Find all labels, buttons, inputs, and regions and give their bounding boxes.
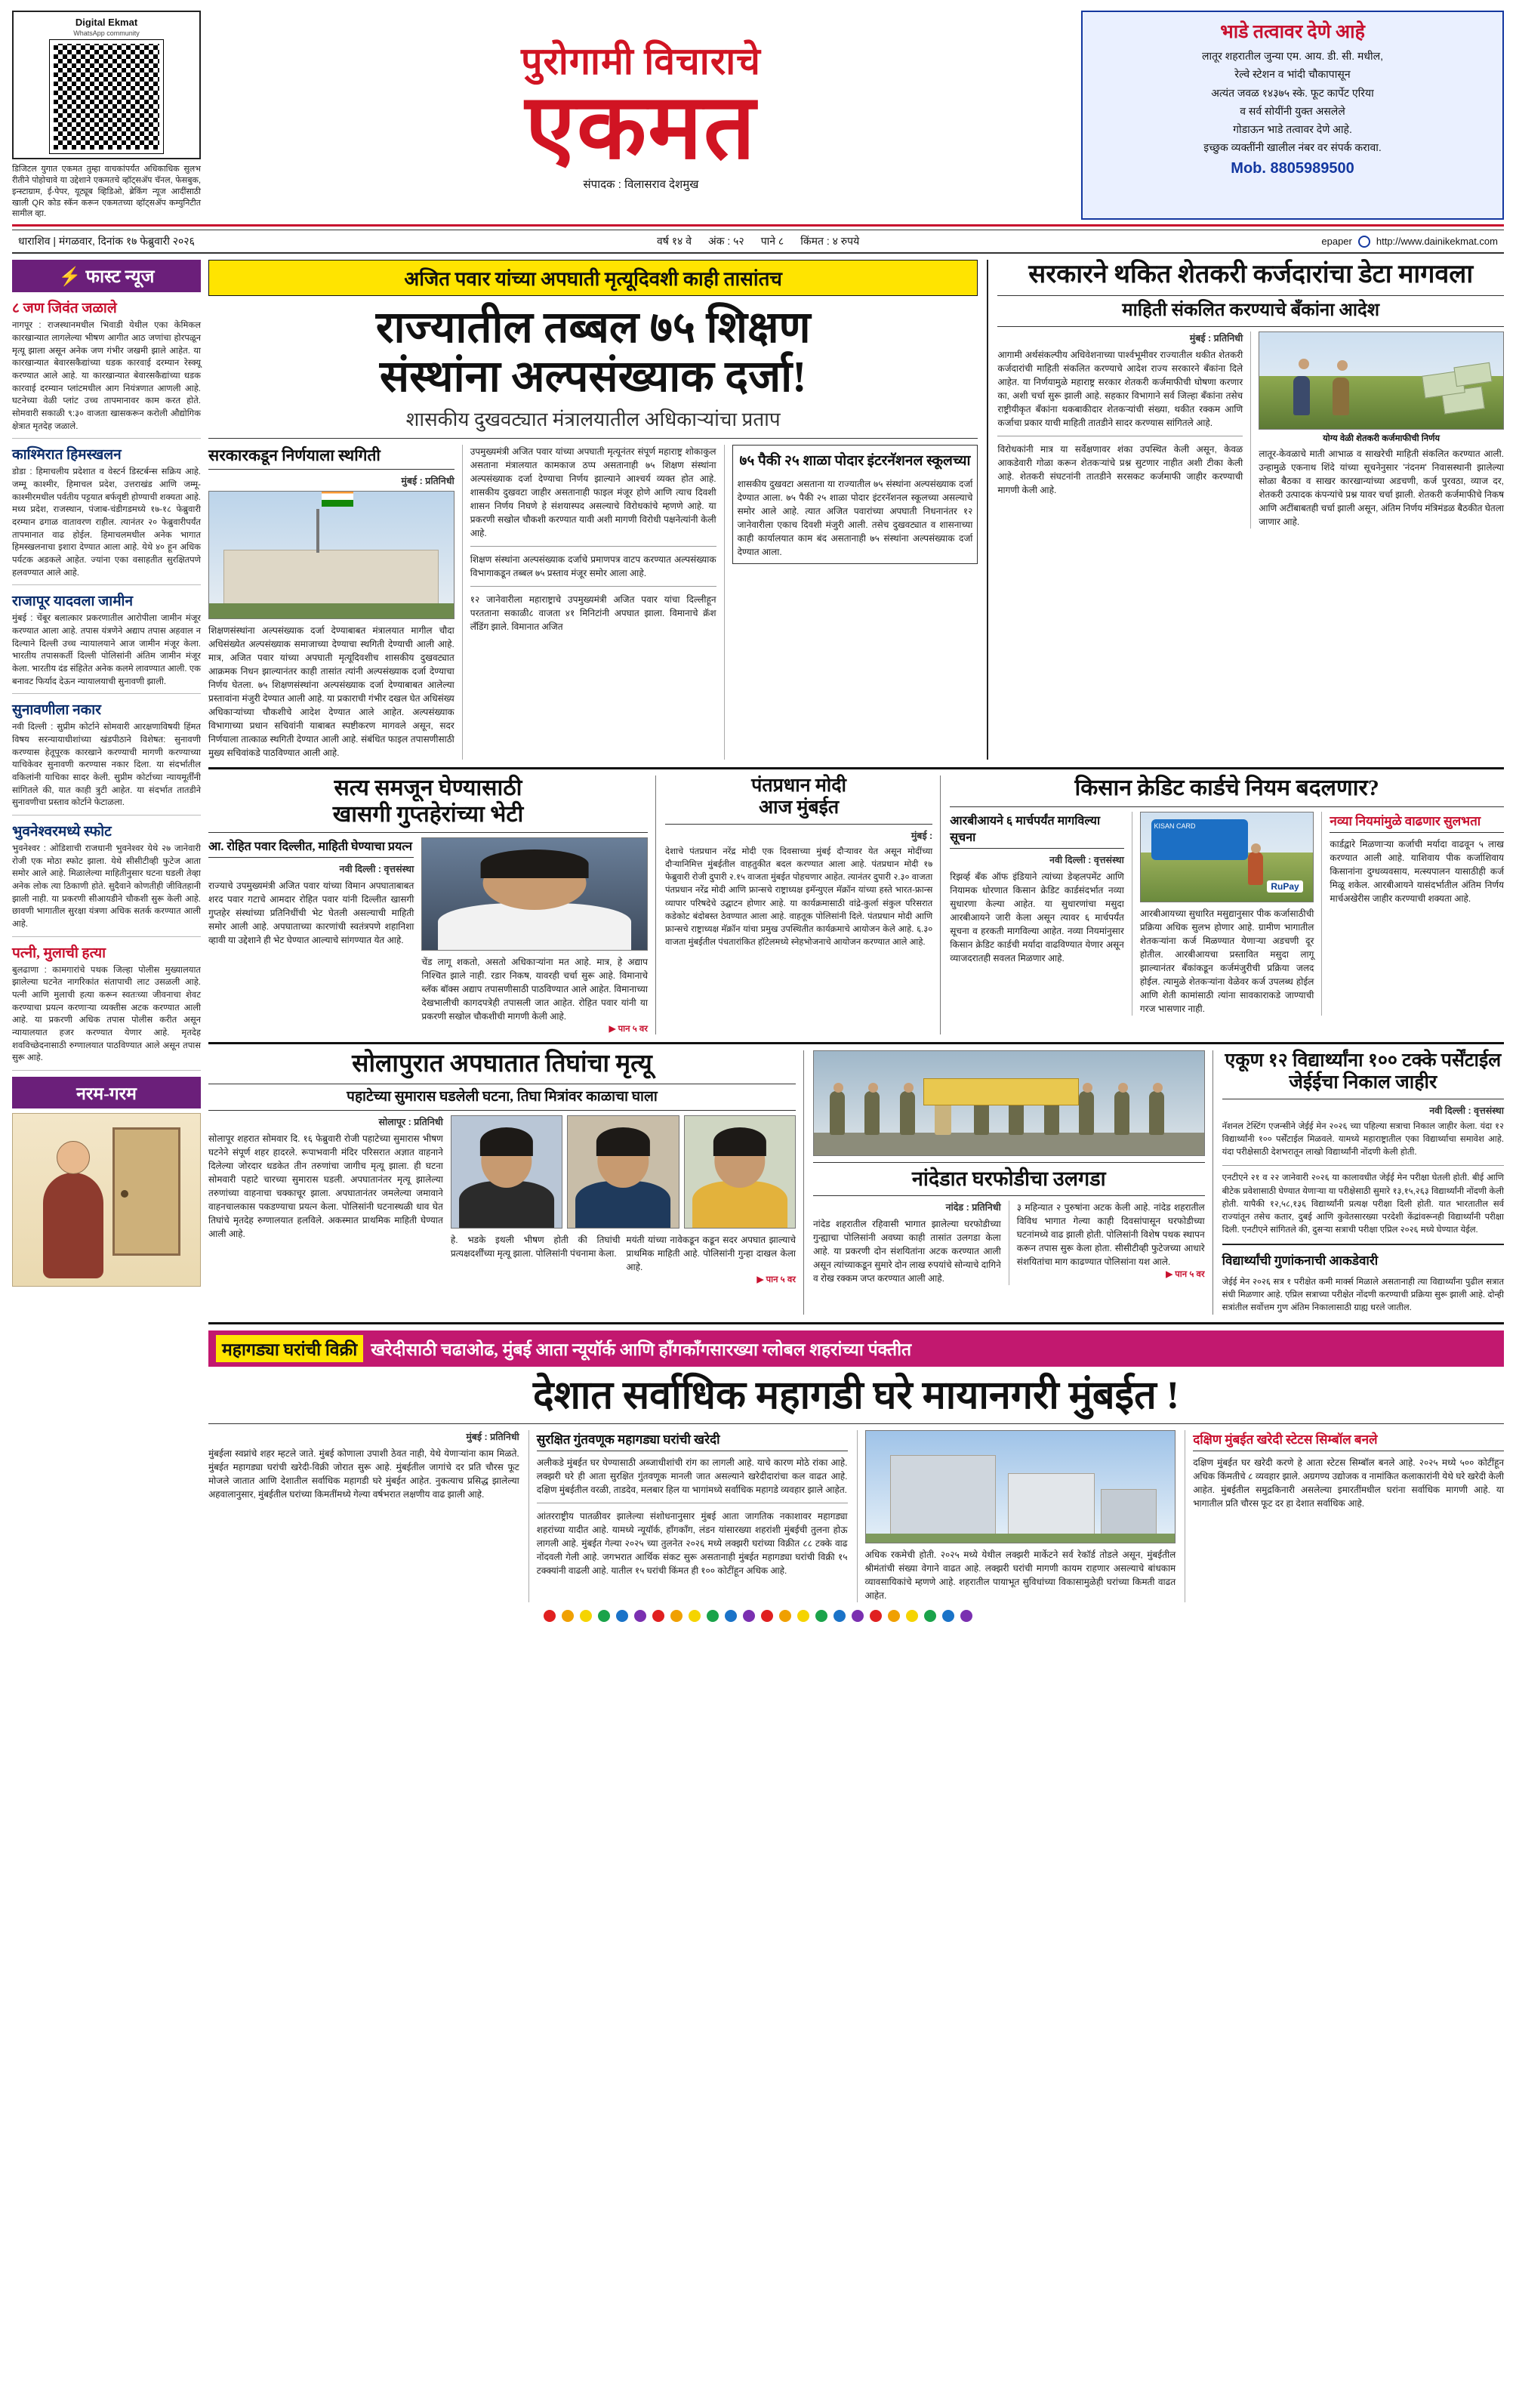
lead-headline-line1: राज्यातील तब्बल ७५ शिक्षण [375,303,811,353]
dot [616,1610,628,1622]
mid-row [208,775,1504,1034]
mid-c1-sub: आ. रोहित पवार दिल्लीत, माहिती घेण्याचा प्रयत्न [208,837,414,858]
lead-kicker: अजित पवार यांच्या अपघाती मृत्यूदिवशी काही तासांतच [208,260,978,296]
kcc-card-text: KISAN CARD [1154,822,1196,831]
lead-col1-byline: मुंबई : प्रतिनिधी [401,476,454,487]
bottom-c3: अधिक रकमेची होती. २०२५ मध्ये येथील लक्झरी मार्केटने सर्व रेकॉर्ड तोडले असून, मुंबईतील श्रीमंतांची संख्या वेगाने वाढत आहे. लक्झरी घरांची मागणी कायम राहणार असल्याचे बांधकाम व्यावसायिकांचे म्हणणे आहे. शहरातील पायाभूत सुविधांच्या विकासामुळेही घरांच्या किमती वाढत आहेत. [864,1549,1176,1601]
mid-c3-sub2: नव्या नियमांमुळे वाढणार सुलभता [1330,812,1504,833]
row-three [208,1050,1504,1315]
bottom-story-mumbai-homes [208,1330,1504,1602]
photo-kisan-credit-card [1140,812,1314,902]
row3-c1-body: सोलापूर शहरात सोमवार दि. १६ फेब्रुवारी रोजी पहाटेच्या सुमारास भीषण घटनेने संपूर्ण शहर हादरले. रूपाभवानी मंदिर परिसरात अज्ञात वाहनाने दिलेल्या जोरदार धडकेत तीन तरुणांचा जागीच मृत्यू झाला. ही घटना सोमवारी पहाटे चारच्या सुमारास घडली. अपघातानंतर मृत्यू झालेल्या तरुणांच्या वाहनाचा चक्काचूर झाला. अपघातानंतर जमलेल्या जमावाने वाहनचालकास पकडण्याचा प्रयत्न केला. पोलिसांनी घटनास्थळी धाव घेत तिघांचे मृतदेह रुग्णालयात हलविले. अकस्मात प्राथमिक माहिती घेण्यात आली आहे. [208,1133,443,1239]
lead-story [208,260,988,760]
dot [544,1610,556,1622]
ad-phone[interactable]: Mob. 8805989500 [1231,159,1354,177]
fast-news-body: नवी दिल्ली : सुप्रीम कोर्टाने सोमवारी आरक्षणाविषयी हिंमत विषय सरन्यायाधीशांच्या खंडपीठाने विशेषत: सुनावणी करण्यास हेतूपूरक कारखाने करण्याची मागणी करण्याच्या याचिकेवर सुनावणी करण्यास नकार दिला. या संदर्भातील वकिलांनी याचिका सादर केली. सुप्रीम कोर्टाच्या न्यायमूर्तींनी सांगितले की, यात काही त्रुटी आहेत. या संदर्भात तातडीने सुनावणीचा प्रस्ताव कोर्टाने फेटाळला. [12,723,201,808]
dot [942,1610,954,1622]
mid-c2-byline: मुंबई : [911,830,933,841]
mid-story-rohit-pawar [208,775,656,1034]
list-item[interactable] [12,937,201,1071]
bottom-strip-text: खरेदीसाठी चढाओढ, मुंबई आता न्यूयॉर्क आणि हॉंगकॉंगसारख्या ग्लोबल शहरांच्या पंक्तीत [371,1340,912,1360]
globe-icon [1358,236,1370,248]
lead-box-story [732,445,978,564]
lead-col2-body2: शिक्षण संस्थांना अल्पसंख्याक दर्जाचे प्रमाणपत्र वाटप करण्यात अल्पसंख्याक विभागाकडून तब्बल ७५ प्रस्ताव मंजूर समोर आला आहे. [470,554,716,579]
right-top-col2 [1250,331,1504,529]
list-item[interactable] [12,585,201,694]
masthead-editor: संपादक : विलासराव देशमुख [583,177,699,191]
photo-victim-1 [451,1115,562,1229]
dot [888,1610,900,1622]
continued-link[interactable]: ▶ पान ५ वर [609,1025,648,1034]
lead-col1-head: सरकारकडून निर्णयाला स्थगिती [208,445,454,470]
bottom-c1: मुंबईला स्वप्नांचे शहर म्हटले जाते. मुंबई कोणाला उपाशी ठेवत नाही, येथे येणाऱ्यांना काम मिळते. मुंबईत महागड्या घरांची खरेदी-विक्री जोरात सुरू आहे. मुंबईतील जागांचे दर प्रति चौरस फूट मोजले जातात आणि देशातील सर्वाधिक महागडी घरे मुंबईत आहेत. नुकत्याच प्रसिद्ध झालेल्या अहवालानुसार, मुंबईतील घरांच्या किमतींमध्ये गेल्या वर्षभरात लक्षणीय वाढ झाली आहे. [208,1448,519,1500]
qr-label: Digital Ekmat [75,17,138,28]
issue-date: धाराशिव | मंगळवार, दिनांक १७ फेब्रुवारी २०२६ [18,235,195,248]
bottom-col-4 [1185,1430,1504,1602]
story-nanded-burglary [813,1050,1213,1315]
dot [562,1610,574,1622]
dot [797,1610,809,1622]
lead-col1-body: शिक्षणसंस्थांना अल्पसंख्याक दर्जा देण्याबाबत मंत्रालयात मागील चौदा अधिसंख्येत अल्पसंख्याक समाजाच्या देण्याचा स्थगिती देण्याची आली आहे. मात्र, अजित पवार यांच्या अपघाती मृत्यूदिवशीच शासकीय दुखवट्यात आक्रमक निधन झाल्यानंतर काही तासांत त्यांनी अल्पसंख्याक दर्जा देण्याचा निर्णय घेतला. ७५ शिक्षणसंस्थांना अल्पसंख्याक दर्जा देण्याबाबत आलेल्या प्रस्तावांना मंजुरी देण्यात आली आहे. या प्रकाराची गंभीर दखल घेत अधिसंख्य अधिकाऱ्यांच्या चौकशीचे आदेश देण्यात आले आहेत. अल्पसंख्याक विभागाच्या प्रधान सचिवांनी याबाबत स्पष्टीकरण मागवले असून, सदर निर्णयाला तात्काळ स्थगिती देण्यात आली आहे. संबंधित फाइल तपासणीसाठी मुख्य सचिवांकडे पाठविण्यात आली आहे. [208,625,454,759]
ad-line-5: इच्छुक व्यक्तींनी खालील नंबर वर संपर्क करावा. [1203,141,1382,154]
masthead-title: एकमत [525,76,757,177]
right-top-col1 [997,331,1243,529]
ad-line-3: व सर्व सोयींनी युक्त असलेले [1240,104,1345,117]
right-top-subhead: माहिती संकलित करण्याचे बँकांना आदेश [1122,301,1380,321]
dot [815,1610,827,1622]
mid-c3-head: किसान क्रेडिट कार्डचे नियम बदलणार? [1074,775,1379,801]
row3-c1-caption-1: हे. भडके इथली भीषण होती की तिघांची प्रत्यक्षदर्शींच्या मृत्यू झाला. पोलिसांनी पंचनामा केला. [450,1234,621,1259]
issue-price: किंमत : ४ रुपये [800,235,860,248]
right-top-byline: मुंबई : प्रतिनिधी [1189,332,1243,344]
dot [580,1610,592,1622]
right-top-body2: विरोधकांनी मात्र या सर्वेक्षणावर शंका उपस्थित केली असून, केवळ आकडेवारी गोळा करून शेतकऱ्यांचे प्रश्न सुटणार नाहीत अशी टीका केली आहे. शेतकरी संघटनांनी तातडीने सरसकट कर्जमाफी जाहीर करण्याची मागणी केली आहे. [997,443,1243,495]
row3-c4-body: जेईई मेन २०२६ सत्र १ परीक्षेत कमी मार्क्स मिळाले असतानाही त्या विद्यार्थ्यांना पुढील सत्रात संधी मिळणार आहे. एप्रिल सत्राच्या परीक्षेत नोंदणी करण्याची प्रक्रिया सुरू झाली आहे. दोन्ही सत्रांतील सर्वोत्तम गुण अंतिम निकालासाठी ग्राह्य धरले जातील. [1222,1277,1505,1313]
qr-caption: डिजिटल युगात एकमत तुम्हा वाचकांपर्यंत अधिकाधिक सुलभ रीतीने पोहोचावे या उद्देशाने एकमतचे व्हॉट्सॲप चॅनल, फेसबुक, इन्स्टाग्राम, ई-पेपर, यूट्यूब व्हिडिओ, ब्रेकिंग न्यूज आदींसाठी खाली QR कोड स्कॅन करून एकमतच्या व्हॉट्सॲप कम्युनिटीत सामील व्हा. [12,165,201,219]
dot [833,1610,846,1622]
fast-news-body: मुंबई : चेंबूर बलात्कार प्रकरणातील आरोपीला जामीन मंजूर करण्यात आला आहे. तपास यंत्रणेने अद्याप तपास अहवाल न दिल्याने दिल्ली उच्च न्यायालयाने आज जामीन मंजूर केला. भारतीय तपासकर्ती दिल्ली पोलिसांनी अंतिम जामीन मंजूर केला. भारतीय दंड संहितेत अनेक कलमे लावण्यात आली. एक बनावट फिर्याद देऊन न्यायालयाची सुनावणी झाली. [12,614,201,686]
row3-c1-head: सोलापुरात अपघातात तिघांचा मृत्यू [352,1050,652,1078]
bolt-icon: ⚡ [58,267,82,288]
story-jee-result [1222,1050,1504,1315]
photo-victim-3 [684,1115,796,1229]
lead-col-2 [462,445,716,760]
row3-c4-head: विद्यार्थ्यांची गुणांकनाची आकडेवारी [1222,1253,1379,1268]
dot [779,1610,791,1622]
qr-box[interactable] [12,11,201,159]
mid-c3-body3: कार्डद्वारे मिळणाऱ्या कर्जाची मर्यादा वाढवून ५ लाख करण्यात आली आहे. याशिवाय पीक कर्जाशिवाय किसानांना दुग्धव्यवसाय, मत्स्यपालन यासाठीही कर्ज मिळू शकेल. आरबीआयने यासंदर्भातील अंतिम निर्णय मार्चअखेरीस जाहीर करण्याची शक्यता आहे. [1330,838,1504,904]
continued-link[interactable]: ▶ पान ५ वर [756,1275,796,1284]
qr-sublabel: WhatsApp community [73,29,140,37]
mid-c2-body: देशाचे पंतप्रधान नरेंद्र मोदी एक दिवसाच्या मुंबई दौऱ्यावर येत असून मोदींच्या दौऱ्यानिमित्त मुंबईतील वाहतुकीत बदल करण्यात आला आहे. पंतप्रधान मोदी १७ फेब्रुवारी रोजी दुपारी २.१५ वाजता मुंबईत पोहचणार आहेत. त्यानंतर दुपारी २.३० वाजता पंतप्रधान नरेंद्र मोदी आणि फ्रान्सचे राष्ट्राध्यक्ष इमॅन्युएल मॅक्रॉन यांच्या हस्ते भारत-फ्रान्स व्यापार परिषदेचे उद्घाटन होणार आहे. या कार्यक्रमासाठी वांद्रे-कुर्ला संकुल परिसरात कडेकोट बंदोबस्त ठेवण्यात आला आहे. वाहतूक पोलिसांनी दिले. पंतप्रधान मोदी आणि फ्रान्सचे राष्ट्राध्यक्ष मॅक्रॉन यांचा प्रमुख उपस्थितीत कार्यक्रमाचे आयोजन केले आहे. ६.३० वाजता मुंबईतील पंचतारांकित हॉटेलमध्ये स्नेहभोजनाचे आयोजन करण्यात आले आहे. [664,846,933,948]
lead-col-1 [208,445,454,760]
dot [906,1610,918,1622]
masthead-tagline: पुरोगामी विचाराचे [521,39,761,82]
dot [634,1610,646,1622]
cartoon-head [57,1141,90,1174]
lead-subhead: शासकीय दुखवट्यात मंत्रालयातील अधिकाऱ्यांचा प्रताप [405,409,781,431]
bottom-c4: दक्षिण मुंबईत घर खरेदी करणे हे आता स्टेटस सिम्बॉल बनले आहे. २०२५ मध्ये ५०० कोटींहून अधिक किंमतीचे ८ व्यवहार झाले. अग्रगण्य उद्योजक व नामांकित कलाकारांनी येथे घरे खरेदी केली आहेत. मुंबईतील समुद्रकिनारी असलेल्या इमारतींमधील घरांना सर्वाधिक मागणी आहे. या भागातील प्रति चौरस फूट दर हा देशात सर्वाधिक आहे. [1193,1457,1504,1509]
fast-news-column [12,260,201,1602]
page-title [208,304,978,402]
mid-c3-body: रिझर्व्ह बँक ऑफ इंडियाने त्यांच्या डेव्हलपमेंट आणि नियामक धोरणात किसान क्रेडिट कार्डसंदर्भात नव्या सुधारणा केल्या आहेत. या सुधारणांचा मसुदा आरबीआयने जारी केला असून त्यावर ६ मार्चपर्यंत सूचना व हरकती मागविल्या आहेत. नव्या नियमांनुसार किसान क्रेडिट कार्डची मर्यादा वाढविण्यात येणार असून व्याजदरातही सवलत मिळणार आहे. [950,871,1124,964]
rupay-logo: RuPay [1267,880,1302,893]
lead-box-head: ७५ पैकी २५ शाळा पोदार इंटरनॅशनल स्कूलच्या [739,453,971,470]
bottom-strip-tag: महागड्या घरांची विक्री [216,1335,363,1362]
door-shape [112,1127,180,1256]
dot [725,1610,737,1622]
mid-c1-byline: नवी दिल्ली : वृत्तसंस्था [339,864,414,875]
lead-columns [208,445,978,760]
lead-col2-body: उपमुख्यमंत्री अजित पवार यांच्या अपघाती मृत्यूनंतर संपूर्ण महाराष्ट्र शोकाकुल असताना मंत्रालयात कामकाज ठप्प असतानाही ७५ शिक्षण संस्थांना अल्पसंख्याक दर्जा देण्याचा निर्णय झाल्याने आश्चर्य व्यक्त होत आहे. शासकीय दुखवटा जाहीर असतानाही फाइल मंजूर होणे आणि त्याच दिवशी शासन निर्णय निघणे हे संशयास्पद असल्याचे विरोधकांचे म्हणणे आहे. या प्रकरणी सखोल चौकशी करण्यात यावी अशी मागणी विरोधी पक्षनेत्यांनी केली आहे. [470,446,716,539]
photo-farmer-money [1259,331,1504,430]
dot [852,1610,864,1622]
ad-line-2: अत्यंत जवळ १४३७५ स्के. फूट कार्पेट एरिया [1211,86,1374,99]
color-registration-marks [12,1602,1504,1633]
mid-c1-body: राज्याचे उपमुख्यमंत्री अजित पवार यांच्या विमान अपघाताबाबत शरद पवार गटाचे आमदार रोहित पवार यांनी दिल्लीत खासगी गुप्तहेर संस्थांच्या प्रतिनिधींची भेट घेतली असल्याची माहिती समोर आली आहे. अपघाताच्या कारणांची स्वतंत्रपणे शहानिशा व्हावी या उद्देशाने ही भेट घेण्यात आल्याचे सांगण्यात येत आहे. [208,880,414,946]
lead-col-3 [724,445,978,760]
narm-garam-heading: नरम-गरम [12,1077,201,1108]
fast-news-body: भुवनेश्वर : ओडिशाची राजधानी भुवनेश्वर येथे २७ जानेवारी रोजी एक मोठा स्फोट झाला. येथे सीसीटीव्ही फुटेज आता समोर आले आहे. मिळालेल्या माहितीनुसार घटना घडली तेव्हा अनेक लोक त्या ठिकाणी होते. सुदैवाने कोणतीही जीवितहानी झाली नाही. या प्रकरणी सीआयडीने चौकशी सुरू केली आहे. छावणी भागातील सुरक्षा यंत्रणा अधिक सतर्क करण्यात आली आहे. [12,844,201,930]
story-solapur-accident [208,1050,804,1315]
ad-line-0: लातूर शहरातील जुन्या एम. आय. डी. सी. मधील, [1201,50,1383,62]
fast-news-title: पत्नी, मुलाची हत्या [12,945,106,961]
dot [670,1610,683,1622]
list-item[interactable] [12,292,201,439]
mid-c1-body2: चेंड लागू शकतो, असतो अधिकाऱ्यांना मत आहे. मात्र, हे अद्याप निश्चित झाले नाही. रडार निकष, यावरही चर्चा सुरू आहे. विमानाचे ब्लॅक बॉक्स अद्याप तपासणीसाठी पाठविण्यात आले आहेत. विमानाच्या देखभालीची कागदपत्रेही तपासली जात आहेत. रोहित पवार यांनी या प्रकरणी सखोल चौकशीची मागणी केली आहे. [421,957,648,1022]
dot [761,1610,773,1622]
dot [870,1610,882,1622]
bottom-headline: देशात सर्वाधिक महागडी घरे मायानगरी मुंबईत ! [532,1374,1180,1418]
lead-col2-body3: १२ जानेवारीला महाराष्ट्राचे उपमुख्यमंत्री अजित पवार यांचा दिल्लीहून परतताना सकाळी८ वाजता ४१ मिनिटांनी अपघात झाला. विमानाचे क्रॅश लँडिंग झाले. विमानात अजित [470,594,716,633]
list-item[interactable] [12,439,201,585]
mid-story-modi [665,775,941,1034]
photo-police-group [813,1050,1205,1156]
row3-c1-byline: सोलापूर : प्रतिनिधी [378,1116,443,1127]
dot [689,1610,701,1622]
fast-news-title: सुनावणीला नकार [12,702,101,719]
photo-parliament [208,491,454,619]
dot [960,1610,972,1622]
row3-c2-byline: नांदेड : प्रतिनिधी [945,1202,1001,1213]
mid-c3-body2: आरबीआयच्या सुधारित मसुद्यानुसार पीक कर्जासाठीची प्रक्रिया अधिक सुलभ होणार आहे. ग्रामीण भागातील शेतकऱ्यांना कर्ज मिळण्यात येणाऱ्या अडचणी दूर होतील. आरबीआयचा प्रस्तावित मसुदा लागू झाल्यानंतर बँकांकडून कर्जमंजुरीची प्रक्रिया जलद होईल. त्यामुळे शेतकऱ्यांना वेळेवर कर्ज उपलब्ध होईल आणि शेती कामांसाठी त्यांना सावकाराकडे जाण्याची गरज भासणार नाही. [1139,908,1314,1014]
cartoon-figure [43,1173,103,1278]
right-top-body: आगामी अर्थसंकल्पीय अधिवेशनाच्या पार्श्वभूमीवर राज्यातील थकीत शेतकरी कर्जदारांची माहिती संकलित करण्याचे आदेश राज्य सरकारने बँकांना दिले आहेत. या निर्णयामुळे महाराष्ट्र सरकार शेतकरी कर्जमाफीची घोषणा करणार का, अशी चर्चा सुरू झाली आहे. सहकार विभागाने सर्व जिल्हा बँकांना तसेच राष्ट्रीयीकृत बँकांना थकबाकीदार शेतकऱ्यांची संख्या, थकीत रक्कम आणि कर्जाचा प्रकार याची माहिती तातडीने सादर करण्यास सांगितले आहे. [997,349,1243,428]
bottom-columns [208,1430,1504,1602]
stories-area [208,260,1504,1602]
row3-c2-body: नांदेड शहरातील रहिवासी भागात झालेल्या घरफोडीच्या गुन्ह्याचा पोलिसांनी अवघ्या काही तासांत उलगडा केला आहे. या प्रकरणी दोन संशयितांना अटक करण्यात आली असून त्यांच्याकडून सुमारे दोन लाख रुपयांचे सोन्याचे दागिने व रोख रक्कम जप्त करण्यात आली आहे. [812,1219,1001,1284]
qr-block [12,11,201,220]
masthead [12,11,1504,227]
right-top-body3: लातूर-केवळाचे माती आभाळ व साखरेची माहिती संकलित करण्यात आली. उन्हामुळे एकनाथ शिंदे यांच्या सूचनेनुसार 'नंदनम' निवासस्थानी झालेल्या सोळा बैठका व साखर कारखान्यांच्या अडचणी, कर्ज पुरवठा, व्याज दर, शेतकरी उत्पादक कंपन्यांचे प्रश्न यावर चर्चा झाली. शेतकरी कर्जमाफीचे निकष आणि अटींबाबतही चर्चा झाली असून, अंतिम निर्णय मंत्रिमंडळ बैठकीत घेतला जाणार आहे. [1259,448,1505,527]
ad-line-1: रेल्वे स्टेशन व भांदी चौकापासून [1234,68,1351,81]
dot [743,1610,755,1622]
epaper-label: epaper [1321,236,1352,248]
lead-box-body: शासकीय दुखवटा असताना या राज्यातील ७५ संस्थांना अल्पसंख्याक दर्जा देण्यात आला. ७५ पैकी २५ शाळा पोदार इंटरनॅशनल स्कूलच्या असल्याचे समोर आले आहे. त्यात अजित पवारांच्या अपघाती निधनानंतर १२ जानेवारीला एकाच दिवशी मंजुरी आली. तसेच दुखवट्यात व शासनाच्या काही कार्यालयात काम बंद असतानाही ७५ संस्थांना अल्पसंख्याक दर्जा देण्यात आला. [737,479,973,558]
main-content [12,260,1504,1602]
issue-number: अंक : ५२ [708,235,744,248]
fast-news-title: राजापूर यादवला जामीन [12,594,134,610]
row3-c1-sub: पहाटेच्या सुमारास घडलेली घटना, तिघा मित्रांवर काळाचा घाला [347,1089,658,1105]
right-top-story [997,260,1504,760]
fast-news-title: भुवनेश्वरमध्ये स्फोट [12,824,112,840]
fast-news-body: बुलढाणा : कामगारांचे पथक जिल्हा पोलीस मुख्यालयात झालेल्या घटनेत नागरिकांत संतापाची लाट उसळली आहे. पत्नी आणि मुलाची हत्या करून स्वतःच्या जीवनाचा शेवट करण्याचा प्रयत्न करणाऱ्या व्यक्तीस अटक करण्यात आली आहे. या प्रकरणी अधिक तपास पोलीस करीत असून न्यायालयात हजर करण्यात येणार आहे. मृतदेह शवविच्छेदनासाठी रुग्णालयात पाठविण्यात आले असून तपास सुरू आहे. [12,965,201,1063]
qr-code-icon[interactable] [50,40,163,153]
mid-c2-head1: पंतप्रधान मोदी [751,775,846,797]
bottom-c4-head: दक्षिण मुंबईत खरेदी स्टेटस सिम्बॉल बनले [1193,1430,1504,1451]
photo-victim-2 [567,1115,679,1229]
fast-news-title: ८ जण जिवंत जळाले [12,301,117,317]
row3-c3-byline: नवी दिल्ली : वृत्तसंस्था [1429,1105,1505,1116]
photo-rohit-pawar [421,837,648,951]
photo-caption: योग्य वेळी शेतकरी कर्जमाफीची निर्णय [1323,433,1441,443]
bottom-c2b: आंतरराष्ट्रीय पातळीवर झालेल्या संशोधनानुसार मुंबई आता जागतिक नकाशावर महागड्या शहरांच्या यादीत आहे. यामध्ये न्यूयॉर्क, हाँगकाँग, लंडन यांसारख्या शहरांशी मुंबईची तुलना होऊ लागली आहे. मुंबईत गेल्या २०२५ च्या तुलनेत २०२६ मध्ये लक्झरी घरांच्या विक्रीत ८८ टक्के वाढ नोंदवली गेली आहे. जगभरात आर्थिक संकट सुरू असतानाही मुंबईत महागड्या घरांची विक्री १५ टक्क्यांनी वाढली आहे. यातील १५ घरांची किंमत ही १०० कोटींहून अधिक आहे. [536,1510,848,1576]
mid-c3-sub: आरबीआयने ६ मार्चपर्यंत मागविल्या सूचना [950,812,1124,849]
mid-c1-head2: खासगी गुप्तहेरांच्या भेटी [332,801,524,827]
lead-headline-line2: संस्थांना अल्पसंख्याक दर्जा! [379,352,807,402]
mid-c1-head1: सत्य समजून घेण्यासाठी [334,775,522,801]
dot [924,1610,936,1622]
website-url[interactable]: http://www.dainikekmat.com [1376,236,1498,248]
bottom-strip [208,1330,1504,1367]
row3-c2-body2: ३ महिन्यात २ पुरुषांना अटक केली आहे. नांदेड शहरातील विविध भागात गेल्या काही दिवसांपासून घरफोडीच्या घटनांमध्ये वाढ झाली होती. पोलिसांनी विशेष पथक स्थापन करून तपास सुरू केला होता. सीसीटीव्ही फुटेजच्या आधारे संशयितांचा माग काढण्यात पोलिसांना यश आले. [1016,1202,1205,1268]
ad-heading: भाडे तत्वावर देणे आहे [1220,22,1365,42]
ad-line-4: गोडाऊन भाडे तत्वावर देणे आहे. [1233,123,1352,136]
bottom-byline: मुंबई : प्रतिनिधी [466,1431,519,1442]
issue-pages: पाने ८ [760,235,784,248]
dot [598,1610,610,1622]
top-row [208,260,1504,760]
epaper-link[interactable] [1321,236,1498,248]
list-item[interactable] [12,694,201,816]
row3-c2-head: नांदेडात घरफोडीचा उलगडा [911,1167,1106,1191]
row3-c3-body: नॅशनल टेस्टिंग एजन्सीने जेईई मेन २०२६ च्या पहिल्या सत्राचा निकाल जाहीर केला. यंदा १२ विद्यार्थ्यांनी १०० पर्सेंटाईल मिळवले. यामध्ये महाराष्ट्रातील एका विद्यार्थ्याचा समावेश आहे. यंदा परीक्षेसाठी देशभरातून लाखो विद्यार्थ्यांनी नोंदणी केली होती. [1222,1121,1505,1158]
list-item[interactable] [12,816,201,937]
fast-news-label: फास्ट न्यूज [85,267,155,288]
kcc-card-graphic [1151,819,1248,860]
photo-skyscraper [865,1430,1176,1543]
fast-news-title: काश्मिरात हिमस्खलन [12,447,122,464]
bottom-col-2 [528,1430,848,1602]
continued-link[interactable]: ▶ पान ५ वर [1166,1270,1205,1280]
fast-news-heading [12,260,201,292]
row3-c3-body2: एनटीएने २१ व २२ जानेवारी २०२६ या कालावधीत जेईई मेन परीक्षा घेतली होती. बीई आणि बीटेक प्रवेशासाठी घेण्यात येणाऱ्या या परीक्षेसाठी सुमारे १३,१५,२६३ विद्यार्थ्यांनी नोंदणी केली होती. यापैकी १२,५८,१३६ विद्यार्थ्यांनी प्रत्यक्ष परीक्षा दिली होती. यात भारतातील सर्व राज्यांतून तसेच कतार, दुबई आणि कुवेतसारख्या परदेशी केंद्रांवरूनही विद्यार्थ्यांनी परीक्षा दिली. एनटीएने सांगितले की, दुसऱ्या सत्राची परीक्षा एप्रिल २०२६ मध्ये घेण्यात येईल. [1222,1173,1505,1235]
dot [652,1610,664,1622]
fast-news-body: नागपूर : राजस्थानमधील भिवाडी येथील एका केमिकल कारखान्यात लागलेल्या भीषण आगीत आठ जणांचा होरपळून मृत्यू झाला असून अनेक जण गंभीर जखमी झाले आहेत. या कारखान्यात बेवारसकैद्यांच्या धडक कारवाई दरम्यान रेस्क्यू करण्यात आले आहे. या कारखान्यात बेवारसकैद्यांच्या धडक कारवाई दरम्यान प्लांटमधील आग नियंत्रणात आणली आहे. घटनेच्या वेळी प्लांट उच्च तापमानावर काम करत होते. सोमवारी सकाळी ९:३० वाजता खासकरून करोली औद्योगिक क्षेत्रात मृतदेह जळाले. [12,321,201,431]
right-top-body-wrap [997,331,1504,529]
issue-info-bar [12,230,1504,254]
bottom-col-1 [208,1430,519,1602]
row3-c1-caption-2: मयंती यांच्या नावेकडून कडून सदर अपघात झाल्याचे प्राथमिक माहिती आहे. पोलिसांनी गुन्हा दाखल केला आहे. [626,1234,796,1272]
mid-c2-head2: आज मुंबईत [759,797,840,818]
bottom-c2: अलीकडे मुंबईत घर घेण्यासाठी अब्जाधीशांची रांग का लागली आहे. याचे कारण मोठे रांका आहे. लक्झरी घरे ही आता सुरक्षित गुंतवणूक मानली जात असल्याने खरेदीदारांचा कल वाढत आहे. दक्षिण मुंबईतील वरळी, ताडदेव, मलबार हिल या भागांमध्ये सर्वाधिक महागडे व्यवहार झाले आहेत. [536,1457,848,1495]
advertisement-box[interactable] [1081,11,1504,220]
mid-story-kcc [950,775,1504,1034]
issue-meta [657,234,859,248]
dot [707,1610,719,1622]
bottom-col-3 [857,1430,1176,1602]
mid-c3-byline: नवी दिल्ली : वृत्तसंस्था [1049,854,1124,865]
issue-volume: वर्ष १४ वे [657,235,692,248]
title-block [208,11,1074,220]
fast-news-body: डोडा : हिमाचलीय प्रदेशात व वेस्टर्न डिस्टर्बन्स सक्रिय आहे. जम्मू काश्मीर, हिमाचल प्रदेश, उत्तराखंड आणि जम्मू-काश्मीरमधील पर्वतीय पट्टयात बर्फवृष्टी होण्याची शक्यता आहे. मध्य प्रदेश, राजस्थान, पंजाब-चंडीगडमध्ये १७-१८ फेब्रुवारी दरम्यान ढगाळ वातावरण राहील. त्यानंतर २० फेब्रुवारीपर्यंत तापमानात वाढ होईल. हिमाचलमधील अनेक भागात हिमस्खलनाचा इशारा देण्यात आला आहे. येथे ४० हून अधिक पर्यटक अडकले आहेत. ज्यांना एका वसाहतीत सुरक्षितपणे हलवण्यात आले आहे. [12,467,201,578]
cartoon-illustration [12,1113,201,1287]
right-top-headline: सरकारने थकित शेतकरी कर्जदारांचा डेटा मागवला [1028,261,1474,289]
row3-c3-head: एकूण १२ विद्यार्थ्यांना १०० टक्के पर्सेंटाईल जेईईचा निकाल जाहीर [1225,1050,1502,1093]
bottom-c2-head: सुरक्षित गुंतवणूक महागड्या घरांची खरेदी [537,1430,848,1451]
